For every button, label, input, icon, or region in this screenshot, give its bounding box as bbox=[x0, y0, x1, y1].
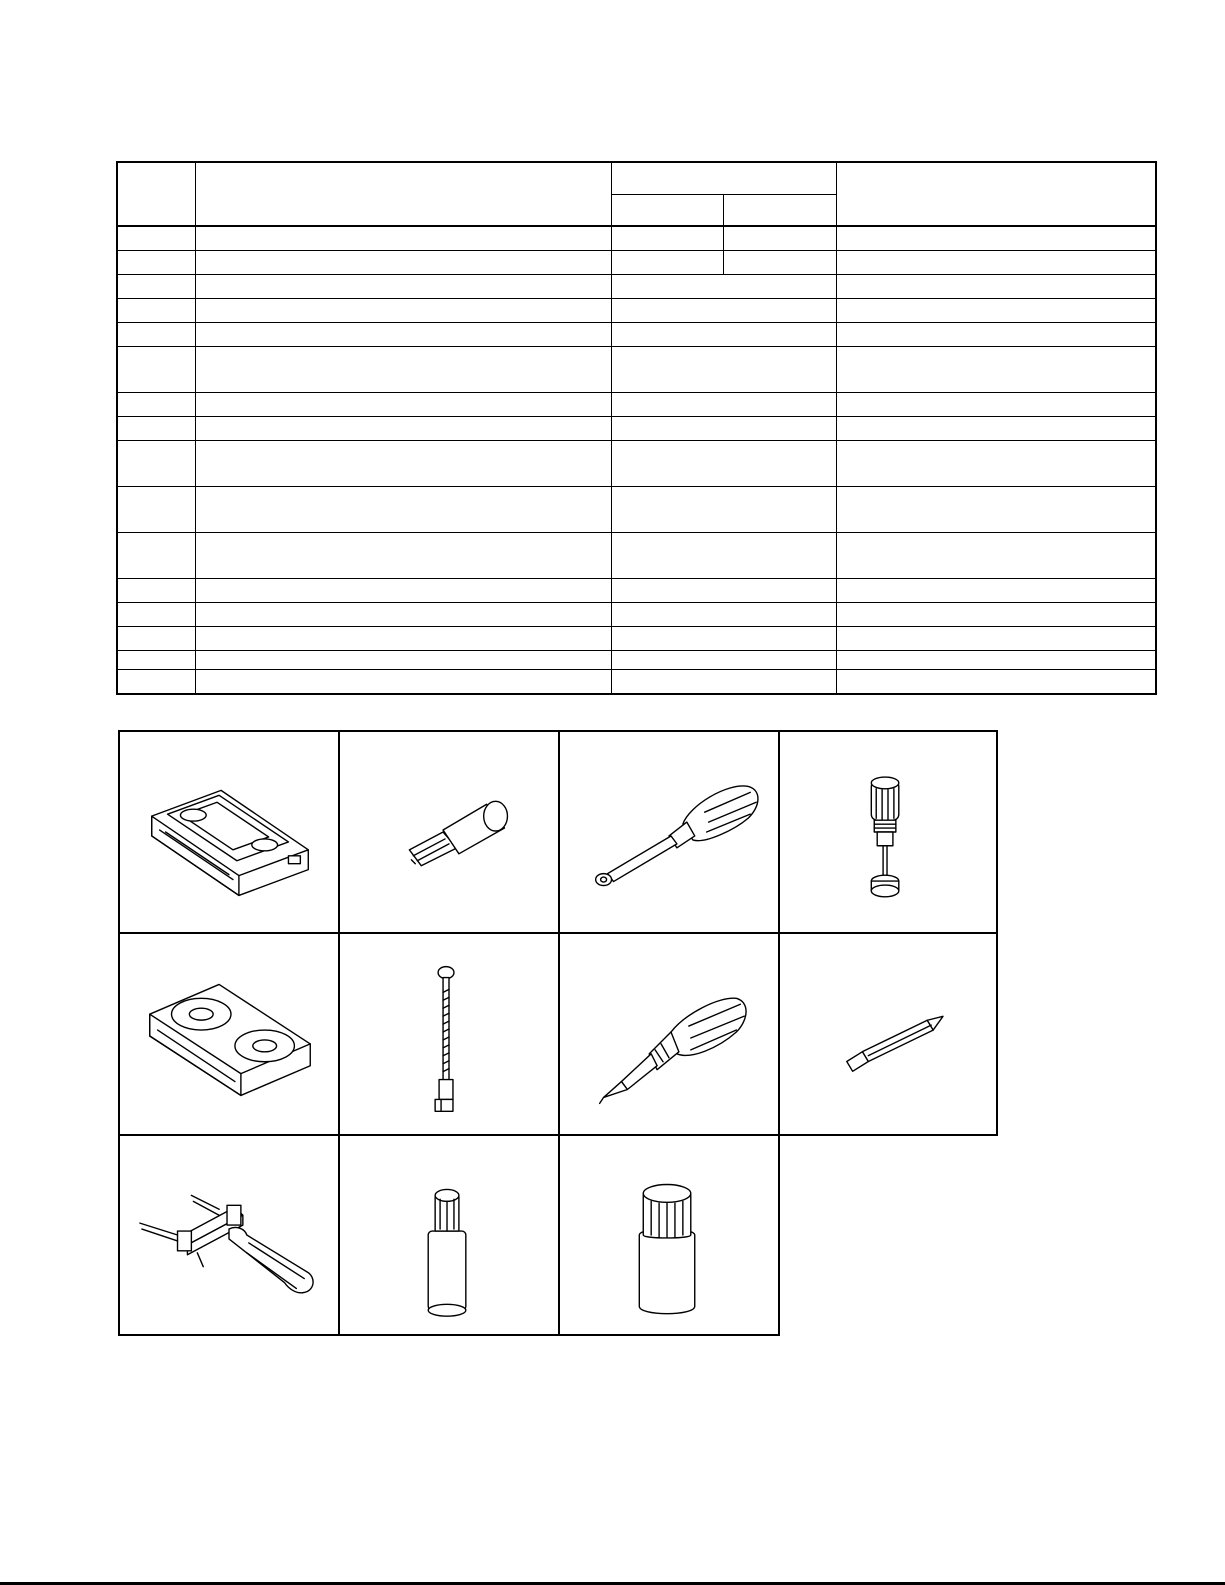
table-row bbox=[117, 603, 1156, 627]
large-bottle-cell bbox=[558, 1134, 780, 1336]
table-row bbox=[117, 533, 1156, 579]
small-bottle-icon bbox=[340, 1136, 558, 1334]
table-row bbox=[117, 579, 1156, 603]
torque-screwdriver-icon bbox=[560, 934, 778, 1134]
vhs-cassette-icon bbox=[120, 732, 338, 932]
table-row bbox=[117, 670, 1156, 695]
torque-gauge-icon bbox=[780, 732, 996, 932]
vhs-cassette-cell bbox=[118, 730, 340, 934]
table-row bbox=[117, 323, 1156, 347]
table-row bbox=[117, 393, 1156, 417]
guide-screw-tool-icon bbox=[340, 934, 558, 1134]
guide-screw-tool-cell bbox=[338, 932, 560, 1136]
adjustment-jig-cell bbox=[118, 1134, 340, 1336]
screwdriver-bit-cell bbox=[778, 932, 998, 1136]
torque-gauge-cell bbox=[778, 730, 998, 934]
header-cell-part-number bbox=[611, 162, 836, 195]
header-cell-remarks bbox=[836, 162, 1156, 226]
table-row bbox=[117, 487, 1156, 533]
reel-cassette-cell bbox=[118, 932, 340, 1136]
large-bottle-icon bbox=[560, 1136, 778, 1334]
table-row bbox=[117, 651, 1156, 670]
table-row bbox=[117, 226, 1156, 251]
header-cell-part-a bbox=[611, 195, 723, 227]
header-cell-name bbox=[195, 162, 611, 226]
screwdriver-bit-icon bbox=[780, 934, 996, 1134]
header-cell-no bbox=[117, 162, 195, 226]
table-row bbox=[117, 251, 1156, 275]
torque-screwdriver-cell bbox=[558, 932, 780, 1136]
table-row bbox=[117, 275, 1156, 299]
nut-driver-icon bbox=[560, 732, 778, 932]
table-header-row bbox=[117, 162, 1156, 195]
adjustment-jig-icon bbox=[120, 1136, 338, 1334]
table-row bbox=[117, 347, 1156, 393]
nut-driver-cell bbox=[558, 730, 780, 934]
table-row bbox=[117, 417, 1156, 441]
table-row bbox=[117, 299, 1156, 323]
table-row bbox=[117, 441, 1156, 487]
tool-table bbox=[116, 161, 1157, 695]
tool-illustration-grid bbox=[118, 730, 998, 1336]
socket-head-cell bbox=[338, 730, 560, 934]
small-bottle-cell bbox=[338, 1134, 560, 1336]
reel-cassette-icon bbox=[120, 934, 338, 1134]
table-row bbox=[117, 627, 1156, 651]
socket-head-icon bbox=[340, 732, 558, 932]
header-cell-part-b bbox=[723, 195, 836, 227]
